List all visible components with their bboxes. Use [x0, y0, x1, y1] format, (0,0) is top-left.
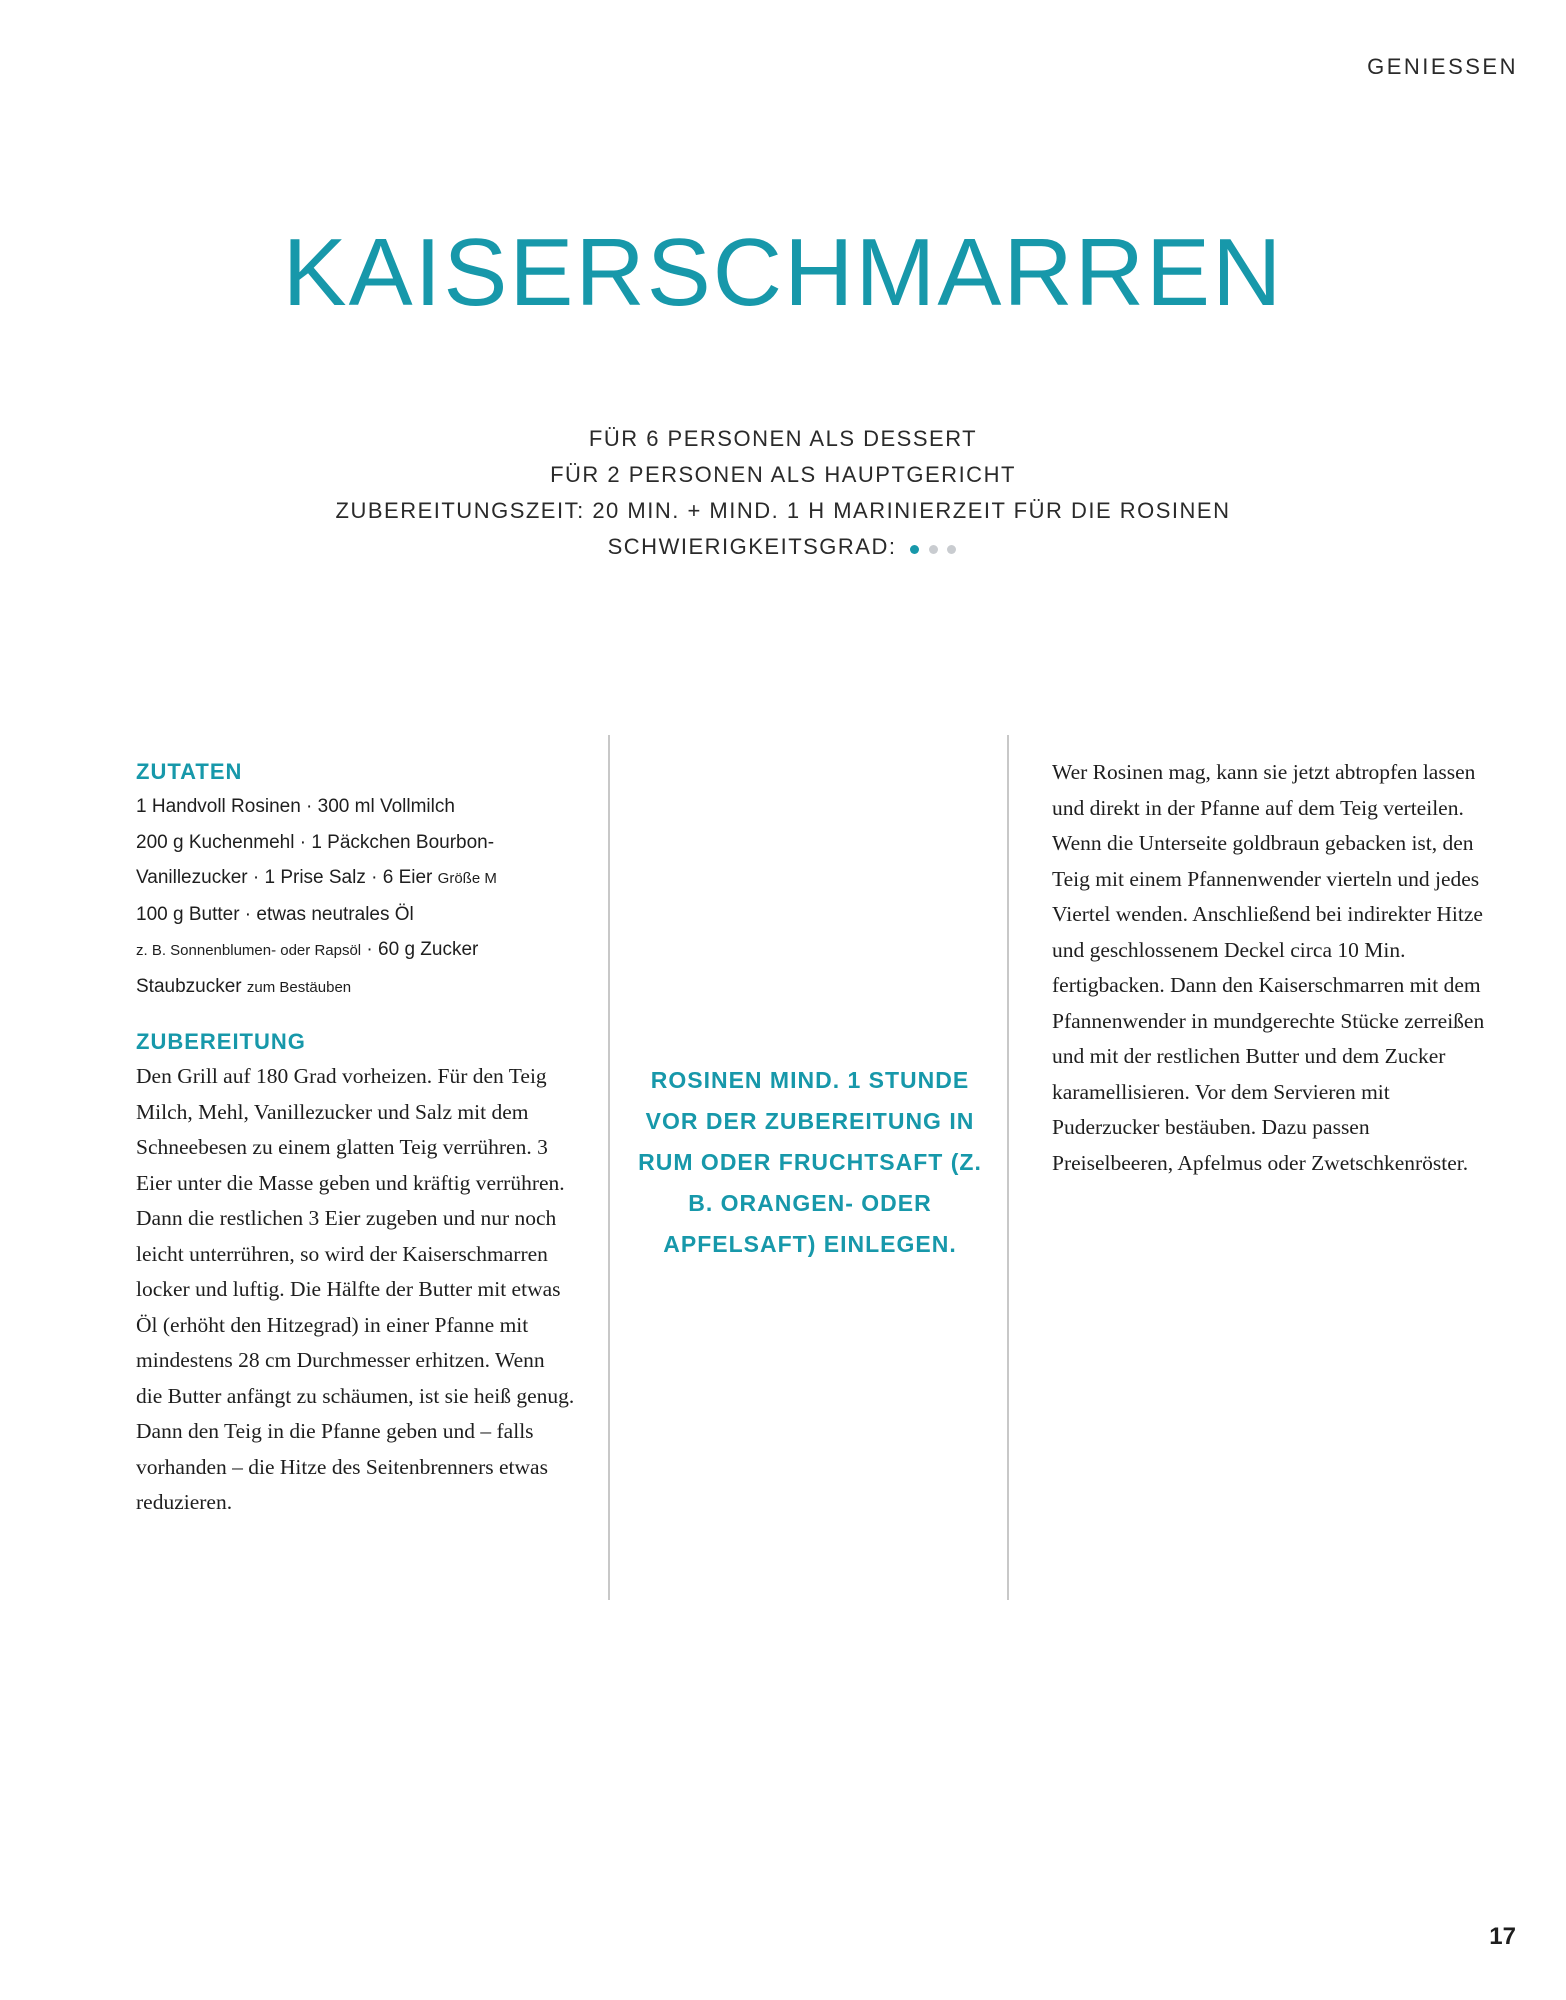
ingredient-line: 1 Handvoll Rosinen · 300 ml Vollmilch	[136, 796, 455, 817]
recipe-meta	[0, 421, 1566, 566]
ingredient-line	[136, 860, 576, 897]
column-divider-left	[608, 735, 610, 1600]
ingredient-note: Größe M	[437, 870, 497, 887]
right-column	[1052, 755, 1492, 1181]
ingredient-note: z. B. Sonnenblumen- oder Rapsöl	[136, 942, 362, 959]
difficulty-row	[0, 529, 1566, 566]
page-title: KAISERSCHMARREN	[282, 219, 1284, 326]
servings-dessert: FÜR 6 PERSONEN ALS DESSERT	[588, 426, 978, 451]
difficulty-dot-icon	[910, 545, 919, 554]
preparation-text: Den Grill auf 180 Grad vorheizen. Für den Teig Milch, Mehl, Vanillezucker und Salz mit dem Schneebesen zu einem glatten Teig verrühren. 3 Eier unter die Masse geben und kräftig verrühren. Dann die restlichen 3 Eier zugeben und nur noch leicht unterrühren, so wird der Kaiserschmarren locker und luftig. Die Hälfte der Butter mit etwas Öl (erhöht den Hitzegrad) in einer Pfanne mit mindestens 28 cm Durchmesser erhitzen. Wenn die Butter anfängt zu schäumen, ist sie heiß genug. Dann den Teig in die Pfanne geben und – falls vorhanden – die Hitze des Seitenbrenners etwas reduzieren.	[136, 1064, 575, 1514]
difficulty-rating	[910, 530, 958, 566]
ingredient-line	[136, 932, 576, 969]
preparation-heading: ZUBEREITUNG	[136, 1029, 306, 1054]
ingredient-text: · 60 g Zucker	[366, 939, 479, 960]
column-divider-right	[1007, 735, 1009, 1600]
ingredient-text: Vanillezucker · 1 Prise Salz · 6 Eier	[136, 867, 433, 888]
ingredient-line: 200 g Kuchenmehl · 1 Päckchen Bourbon-	[136, 831, 495, 853]
difficulty-dot-icon	[929, 545, 938, 554]
ingredient-note: zum Bestäuben	[246, 978, 352, 996]
left-column	[136, 755, 576, 1521]
tip-text: ROSINEN MIND. 1 STUNDE VOR DER ZUBEREITUNG IN RUM ODER FRUCHTSAFT (Z. B. ORANGEN- ODER APFELSAFT) EINLEGEN.	[638, 1067, 982, 1257]
difficulty-label: SCHWIERIGKEITSGRAD:	[607, 534, 897, 559]
ingredient-text: Staubzucker	[136, 975, 242, 997]
ingredient-line	[136, 969, 576, 1006]
ingredient-line: 100 g Butter · etwas neutrales Öl	[136, 903, 414, 925]
section-label: GENIESSEN	[1367, 54, 1518, 79]
continuation-text: Wer Rosinen mag, kann sie jetzt abtropfen lassen und direkt in der Pfanne auf dem Teig verteilen. Wenn die Unterseite goldbraun gebacken ist, den Teig mit einem Pfannenwender vierteln und jedes Viertel wenden. Anschließend bei indirekter Hitze und geschlossenem Deckel circa 10 Min. fertigbacken. Dann den Kaiserschmarren mit dem Pfannenwender in mundgerechte Stücke zerreißen und mit der restlichen Butter und dem Zucker karamellisieren. Vor dem Servieren mit Puderzucker bestäuben. Dazu passen Preiselbeeren, Apfelmus oder Zwetschkenröster.	[1052, 760, 1485, 1175]
prep-time: ZUBEREITUNGSZEIT: 20 MIN. + MIND. 1 H MARINIERZEIT FÜR DIE ROSINEN	[335, 498, 1231, 523]
page-number: 17	[1489, 1923, 1516, 1950]
tip-column	[630, 1060, 990, 1265]
ingredients-list	[136, 789, 576, 1005]
difficulty-dot-icon	[947, 545, 956, 554]
servings-main: FÜR 2 PERSONEN ALS HAUPTGERICHT	[550, 462, 1016, 487]
ingredients-heading: ZUTATEN	[136, 759, 243, 784]
